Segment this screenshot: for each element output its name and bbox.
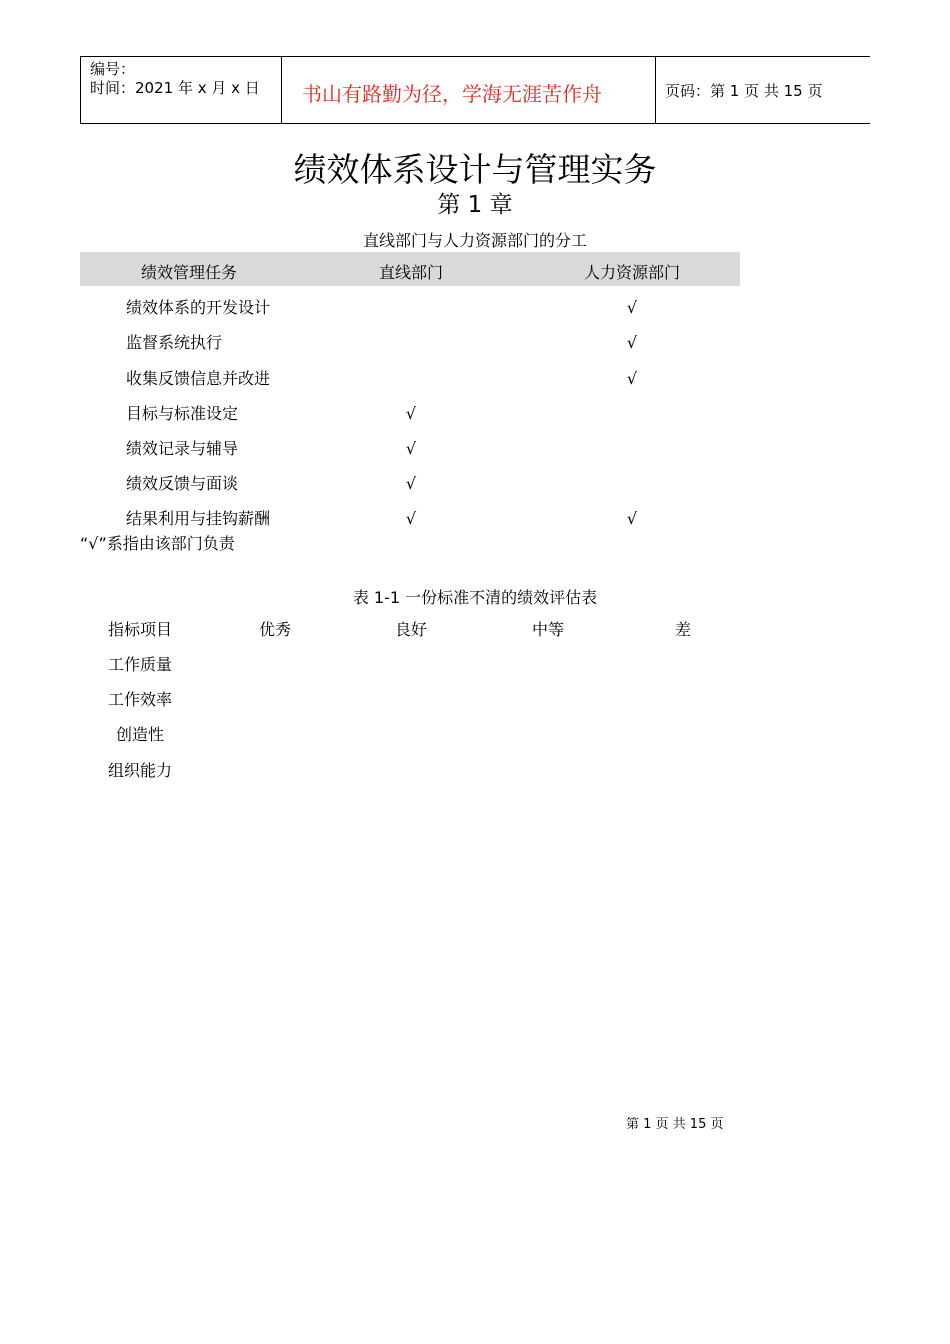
table1-task-cell: 绩效反馈与面谈 xyxy=(126,474,239,493)
table2-header-poor: 差 xyxy=(674,620,692,639)
table1-row xyxy=(0,368,950,392)
table2-header-item: 指标项目 xyxy=(107,620,173,639)
header-page-label: 页码：第 1 页 共 15 页 xyxy=(665,82,823,100)
table1-hr-check: √ xyxy=(626,333,638,352)
table2-caption: 表 1-1 一份标准不清的绩效评估表 xyxy=(352,588,598,607)
table2-header-row xyxy=(0,619,950,643)
header-divider xyxy=(655,57,656,123)
table2-row-label: 工作质量 xyxy=(107,655,173,674)
table1-task-cell: 收集反馈信息并改进 xyxy=(126,369,271,388)
table1-row xyxy=(0,473,950,497)
table1-task-cell: 结果利用与挂钩薪酬 xyxy=(126,509,271,528)
table1-task-cell: 绩效体系的开发设计 xyxy=(126,298,271,317)
table2-header-good: 良好 xyxy=(394,620,428,639)
table1-hr-check: √ xyxy=(626,369,638,388)
table1-row xyxy=(0,438,950,462)
table2-row-label: 工作效率 xyxy=(107,690,173,709)
table2-header-average: 中等 xyxy=(531,620,565,639)
table2-row-label: 组织能力 xyxy=(107,761,173,780)
table1-hr-check: √ xyxy=(626,298,638,317)
table1-task-cell: 监督系统执行 xyxy=(126,333,223,352)
table1-row xyxy=(0,508,950,532)
table2-row-label: 创造性 xyxy=(115,725,165,744)
table1-line-check: √ xyxy=(405,439,417,458)
table1-row xyxy=(0,403,950,427)
doc-time-label: 时间：2021 年 x 月 x 日 xyxy=(90,79,260,97)
table1-task-cell: 目标与标准设定 xyxy=(126,404,239,423)
table1-row xyxy=(0,297,950,321)
table1-task-cell: 绩效记录与辅导 xyxy=(126,439,239,458)
table1-line-check: √ xyxy=(405,509,417,528)
table1-line-check: √ xyxy=(405,474,417,493)
table1-header-task: 绩效管理任务 xyxy=(140,263,238,282)
header-box xyxy=(80,56,870,124)
table1-line-check: √ xyxy=(405,404,417,423)
table1-header-hr: 人力资源部门 xyxy=(583,263,681,282)
table1-row xyxy=(0,332,950,356)
doc-number-label: 编号： xyxy=(90,60,136,78)
table1-note: “√”系指由该部门负责 xyxy=(80,534,235,553)
table1-header-line: 直线部门 xyxy=(378,263,444,282)
header-divider xyxy=(281,57,282,123)
table1-caption: 直线部门与人力资源部门的分工 xyxy=(362,231,587,250)
header-motto: 书山有路勤为径，学海无涯苦作舟 xyxy=(302,82,602,106)
page-title: 绩效体系设计与管理实务 xyxy=(293,150,657,189)
table1-hr-check: √ xyxy=(626,509,638,528)
chapter-title: 第 1 章 xyxy=(437,192,513,218)
table2-header-excellent: 优秀 xyxy=(258,620,292,639)
footer-page-number: 第 1 页 共 15 页 xyxy=(626,1117,724,1132)
